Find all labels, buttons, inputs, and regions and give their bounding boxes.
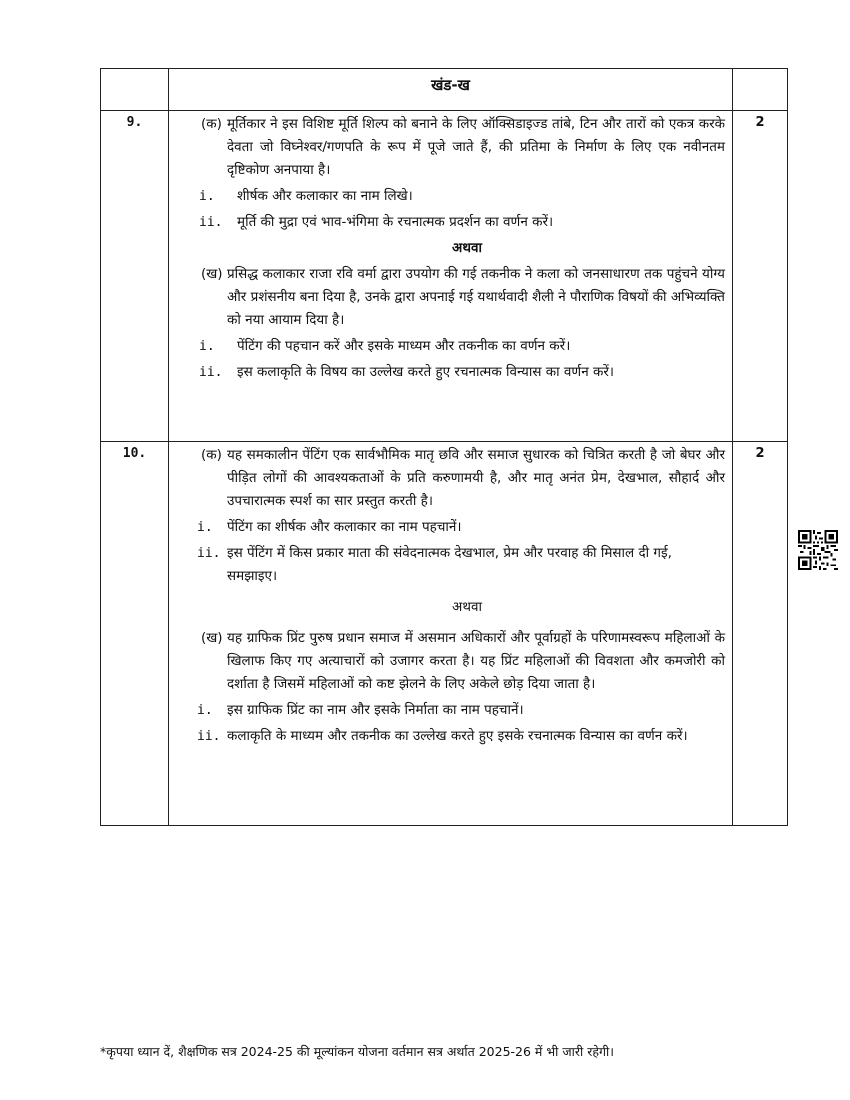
- part-b-label: (ख): [201, 266, 223, 282]
- part-a-label: (क): [201, 447, 222, 463]
- question-row-10: [101, 442, 788, 826]
- sub-question: [169, 211, 725, 234]
- question-number: 10.: [101, 442, 169, 826]
- part-b-label: (ख): [201, 630, 223, 646]
- header-blank-left: [101, 69, 169, 111]
- qr-code-icon[interactable]: [798, 530, 838, 570]
- part-b-text: प्रसिद्ध कलाकार राजा रवि वर्मा द्वारा उपयोग की गई तकनीक ने कला को जनसाधारण तक पहुंचने योग्य और प्रशंसनीय बना दिया है, उनके द्वारा अपनाई गई यथार्थवादी शैली ने पौराणिक विषयों की अभिव्यक्ति को नया आयाम दिया है।: [227, 266, 725, 328]
- part-a: [169, 444, 725, 513]
- sub-question: [169, 725, 725, 748]
- sub-text: शीर्षक और कलाकार का नाम लिखे।: [237, 188, 413, 204]
- question-number: 9.: [101, 111, 169, 442]
- marks: 2: [733, 442, 788, 826]
- sub-question: [169, 185, 725, 208]
- question-row-9: [101, 111, 788, 442]
- sub-text: पेंटिंग की पहचान करें और इसके माध्यम और तकनीक का वर्णन करें।: [237, 338, 571, 354]
- header-blank-right: [733, 69, 788, 111]
- sub-text: इस पेंटिंग में किस प्रकार माता की संवेदनात्मक देखभाल, प्रेम और परवाह की मिसाल दी गई, समझाइए।: [227, 545, 672, 584]
- question-table: [100, 68, 788, 826]
- sub-question: [169, 361, 725, 384]
- part-a: [169, 113, 725, 182]
- sub-number: ii.: [197, 729, 221, 744]
- sub-text: इस ग्राफिक प्रिंट का नाम और इसके निर्माता का नाम पहचानें।: [227, 702, 524, 718]
- sub-question: [169, 335, 725, 358]
- part-a-text: मूर्तिकार ने इस विशिष्ट मूर्ति शिल्प को बनाने के लिए ऑक्सिडाइज्ड तांबे, टिन और तारों को एकत्र करके देवता जो विघ्नेश्वर/गणपति के रूप में पूजे जाते हैं, की प्रतिमा के निर्माण के लिए एक नवीनतम दृष्टिकोण अनपाया है।: [227, 116, 725, 178]
- part-a-label: (क): [201, 116, 222, 132]
- sub-number: i.: [197, 703, 213, 718]
- sub-number: ii.: [199, 215, 223, 230]
- sub-number: i.: [199, 189, 215, 204]
- sub-question: [169, 699, 725, 722]
- or-divider: अथवा: [452, 599, 482, 615]
- question-body: [169, 111, 733, 442]
- sub-question: [169, 516, 725, 539]
- marks: 2: [733, 111, 788, 442]
- sub-text: मूर्ति की मुद्रा एवं भाव-भंगिमा के रचनात्मक प्रदर्शन का वर्णन करें।: [237, 214, 554, 230]
- sub-text: कलाकृति के माध्यम और तकनीक का उल्लेख करते हुए इसके रचनात्मक विन्यास का वर्णन करें।: [227, 728, 688, 744]
- part-b: [169, 263, 725, 332]
- sub-text: पेंटिंग का शीर्षक और कलाकार का नाम पहचानें।: [227, 519, 462, 535]
- part-a-text: यह समकालीन पेंटिंग एक सार्वभौमिक मातृ छवि और समाज सुधारक को चित्रित करती है जो बेघर और पीड़ित लोगों की आवश्यकताओं के प्रति करुणामयी है, और मातृ अनंत प्रेम, देखभाल, सौहार्द और उपचारात्मक स्पर्श का सार प्रस्तुत करती है।: [227, 447, 725, 509]
- part-b-text: यह ग्राफिक प्रिंट पुरुष प्रधान समाज में असमान अधिकारों और पूर्वाग्रहों के परिणामस्वरूप महिलाओं के खिलाफ किए गए अत्याचारों को उजागर करता है। यह प्रिंट महिलाओं की विवशता और कमजोरी को दर्शाता है जिसमें महिलाओं को कष्ट झेलने के लिए अकेले छोड़ दिया जाता है।: [227, 630, 725, 692]
- sub-number: i.: [197, 520, 213, 535]
- sub-number: ii.: [197, 546, 221, 561]
- sub-text: इस कलाकृति के विषय का उल्लेख करते हुए रचनात्मक विन्यास का वर्णन करें।: [237, 364, 614, 380]
- sub-number: i.: [199, 339, 215, 354]
- sub-question: [169, 542, 725, 588]
- part-b: [169, 627, 725, 696]
- footnote: *कृपया ध्यान दें, शैक्षणिक सत्र 2024-25 की मूल्यांकन योजना वर्तमान सत्र अर्थात 2025-26 में भी जारी रहेगी।: [100, 1044, 614, 1059]
- question-body: [169, 442, 733, 826]
- section-header-row: [101, 69, 788, 111]
- or-divider: अथवा: [452, 240, 482, 256]
- sub-number: ii.: [199, 365, 223, 380]
- section-title: खंड-ख: [169, 69, 733, 111]
